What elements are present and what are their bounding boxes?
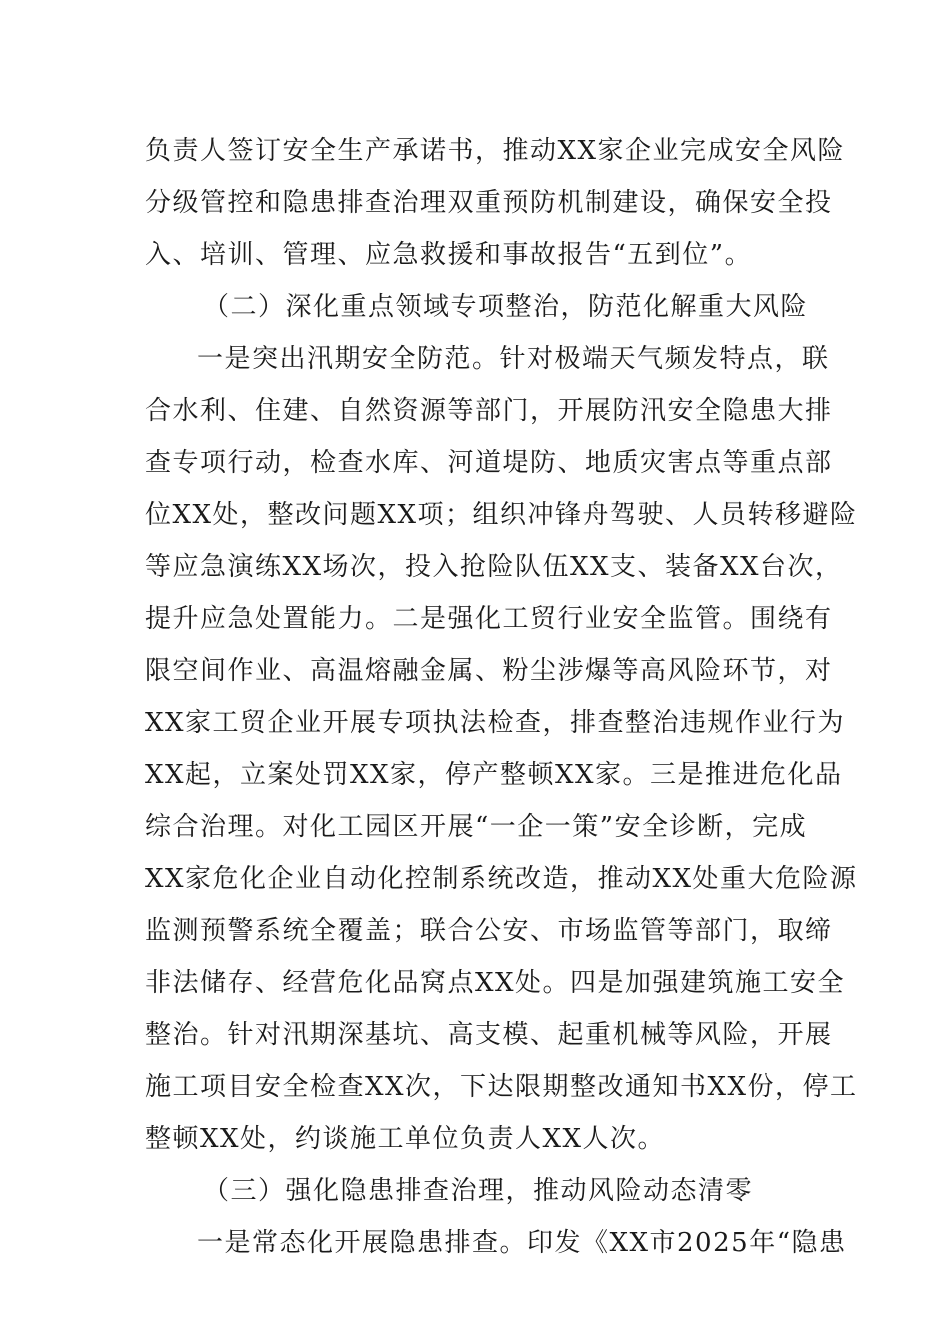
paragraph-line: 限空间作业、高温熔融金属、粉尘涉爆等高风险环节，对 bbox=[145, 656, 833, 686]
paragraph-line: 整治。针对汛期深基坑、高支模、起重机械等风险，开展 bbox=[145, 1020, 833, 1050]
paragraph-line: 位XX处，整改问题XX项；组织冲锋舟驾驶、人员转移避险 bbox=[145, 500, 858, 530]
paragraph-line: 非法储存、经营危化品窝点XX处。四是加强建筑施工安全 bbox=[145, 968, 846, 998]
section-heading: （三）强化隐患排查治理，推动风险动态清零 bbox=[203, 1176, 754, 1206]
paragraph-line: 整顿XX处，约谈施工单位负责人XX人次。 bbox=[145, 1124, 666, 1154]
paragraph-line: 施工项目安全检查XX次，下达限期整改通知书XX份，停工 bbox=[145, 1072, 858, 1102]
paragraph-line: 一是常态化开展隐患排查。印发《XX市2025年“隐患 bbox=[197, 1228, 847, 1258]
paragraph-line: 监测预警系统全覆盖；联合公安、市场监管等部门，取缔 bbox=[145, 916, 833, 946]
section-heading: （二）深化重点领域专项整治，防范化解重大风险 bbox=[203, 292, 809, 322]
paragraph-line: 等应急演练XX场次，投入抢险队伍XX支、装备XX台次， bbox=[145, 552, 843, 582]
paragraph-line: XX家危化企业自动化控制系统改造，推动XX处重大危险源 bbox=[145, 864, 858, 894]
paragraph-line: 查专项行动，检查水库、河道堤防、地质灾害点等重点部 bbox=[145, 448, 833, 478]
paragraph-line: 合水利、住建、自然资源等部门，开展防汛安全隐患大排 bbox=[145, 396, 833, 426]
paragraph-line: 入、培训、管理、应急救援和事故报告“五到位”。 bbox=[145, 240, 753, 270]
paragraph-line: 负责人签订安全生产承诺书，推动XX家企业完成安全风险 bbox=[145, 136, 846, 166]
paragraph-line: 提升应急处置能力。二是强化工贸行业安全监管。围绕有 bbox=[145, 604, 833, 634]
document-body bbox=[145, 125, 858, 1269]
paragraph-line: XX家工贸企业开展专项执法检查，排查整治违规作业行为 bbox=[145, 708, 846, 738]
paragraph-line: 分级管控和隐患排查治理双重预防机制建设，确保安全投 bbox=[145, 188, 833, 218]
paragraph-line: 综合治理。对化工园区开展“一企一策”安全诊断，完成 bbox=[145, 812, 808, 842]
paragraph-line: 一是突出汛期安全防范。针对极端天气频发特点，联 bbox=[197, 344, 830, 374]
paragraph-line: XX起，立案处罚XX家，停产整顿XX家。三是推进危化品 bbox=[145, 760, 843, 790]
